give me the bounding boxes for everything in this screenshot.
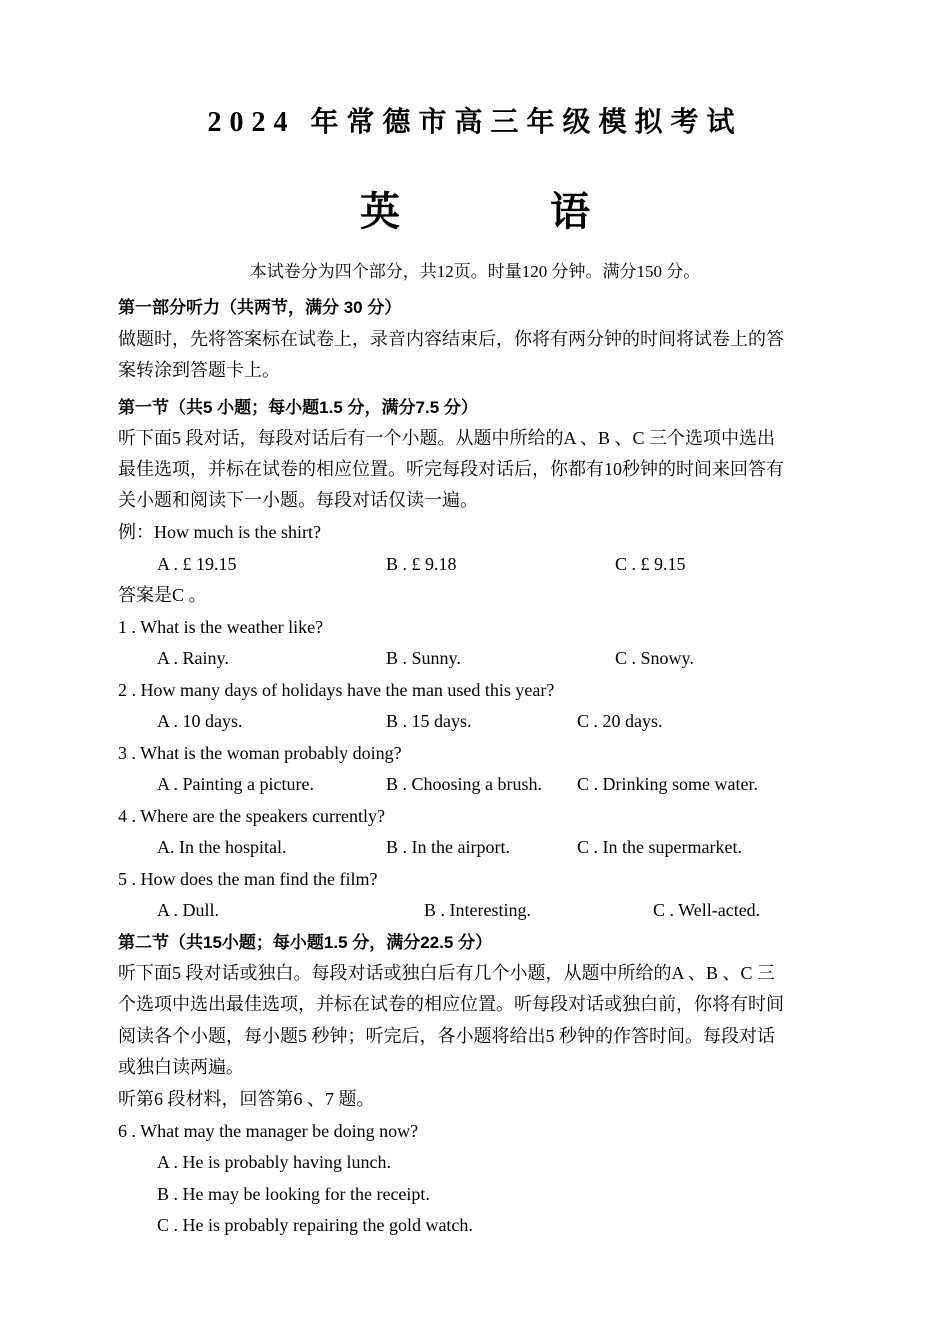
material-6-note: 听第6 段材料，回答第6 、7 题。 (118, 1089, 375, 1109)
question-3: 3 . What is the woman probably doing? (118, 743, 402, 763)
question-3-option-c: C . Drinking some water. (577, 774, 758, 794)
section1-heading: 第一节（共5 小题；每小题1.5 分，满分7.5 分） (118, 398, 478, 417)
section2-instructions-line-2: 个选项中选出最佳选项，并标在试卷的相应位置。听每段对话或独白前，你将有时间 (118, 994, 784, 1014)
question-4-option-b: B . In the airport. (386, 837, 510, 857)
question-2-option-b: B . 15 days. (386, 711, 472, 731)
section2-instructions-line-1: 听下面5 段对话或独白。每段对话或独白后有几个小题，从题中所给的A 、B 、C 三 (118, 963, 776, 983)
question-4-option-a: A. In the hospital. (157, 837, 287, 857)
section2-instructions-line-4: 或独白读两遍。 (118, 1057, 244, 1077)
question-5-option-c: C . Well-acted. (653, 900, 761, 920)
question-4-option-c: C . In the supermarket. (577, 837, 742, 857)
section1-instructions-line-2: 最佳选项，并标在试卷的相应位置。听完每段对话后，你都有10秒钟的时间来回答有 (118, 459, 784, 479)
part1-instructions-line-2: 案转涂到答题卡上。 (118, 360, 280, 380)
example-question: 例：How much is the shirt? (118, 522, 321, 542)
question-6-option-c: C . He is probably repairing the gold watch. (157, 1215, 473, 1235)
question-3-option-a: A . Painting a picture. (157, 774, 314, 794)
part1-instructions-line-1: 做题时，先将答案标在试卷上，录音内容结束后，你将有两分钟的时间将试卷上的答 (118, 329, 784, 349)
section1-instructions-line-3: 关小题和阅读下一小题。每段对话仅读一遍。 (118, 490, 478, 510)
example-option-a: A . £ 19.15 (157, 554, 237, 574)
section2-instructions-line-3: 阅读各个小题，每小题5 秒钟；听完后，各小题将给出5 秒钟的作答时间。每段对话 (118, 1026, 775, 1046)
question-1-option-c: C . Snowy. (615, 648, 694, 668)
question-6-option-b: B . He may be looking for the receipt. (157, 1184, 430, 1204)
question-5-option-b: B . Interesting. (424, 900, 531, 920)
question-5: 5 . How does the man find the film? (118, 869, 378, 889)
example-option-c: C . £ 9.15 (615, 554, 686, 574)
question-1-option-a: A . Rainy. (157, 648, 229, 668)
example-option-b: B . £ 9.18 (386, 554, 457, 574)
section1-instructions-line-1: 听下面5 段对话，每段对话后有一个小题。从题中所给的A 、B 、C 三个选项中选出 (118, 428, 776, 448)
section2-heading: 第二节（共15小题；每小题1.5 分，满分22.5 分） (118, 933, 493, 952)
question-4: 4 . Where are the speakers currently? (118, 806, 386, 826)
example-answer: 答案是C 。 (118, 585, 207, 605)
exam-intro: 本试卷分为四个部分，共12页。时量120 分钟。满分150 分。 (249, 262, 701, 281)
question-2-option-c: C . 20 days. (577, 711, 663, 731)
question-1: 1 . What is the weather like? (118, 617, 324, 637)
question-1-option-b: B . Sunny. (386, 648, 461, 668)
exam-title: 2024 年常德市高三年级模拟考试 (207, 107, 743, 138)
subject-title: 英 语 (360, 189, 660, 234)
question-2-option-a: A . 10 days. (157, 711, 243, 731)
question-3-option-b: B . Choosing a brush. (386, 774, 543, 794)
question-5-option-a: A . Dull. (157, 900, 220, 920)
question-6: 6 . What may the manager be doing now? (118, 1121, 419, 1141)
question-2: 2 . How many days of holidays have the man used this year? (118, 680, 555, 700)
question-6-option-a: A . He is probably having lunch. (157, 1152, 391, 1172)
part1-heading: 第一部分听力（共两节，满分 30 分） (118, 298, 402, 317)
